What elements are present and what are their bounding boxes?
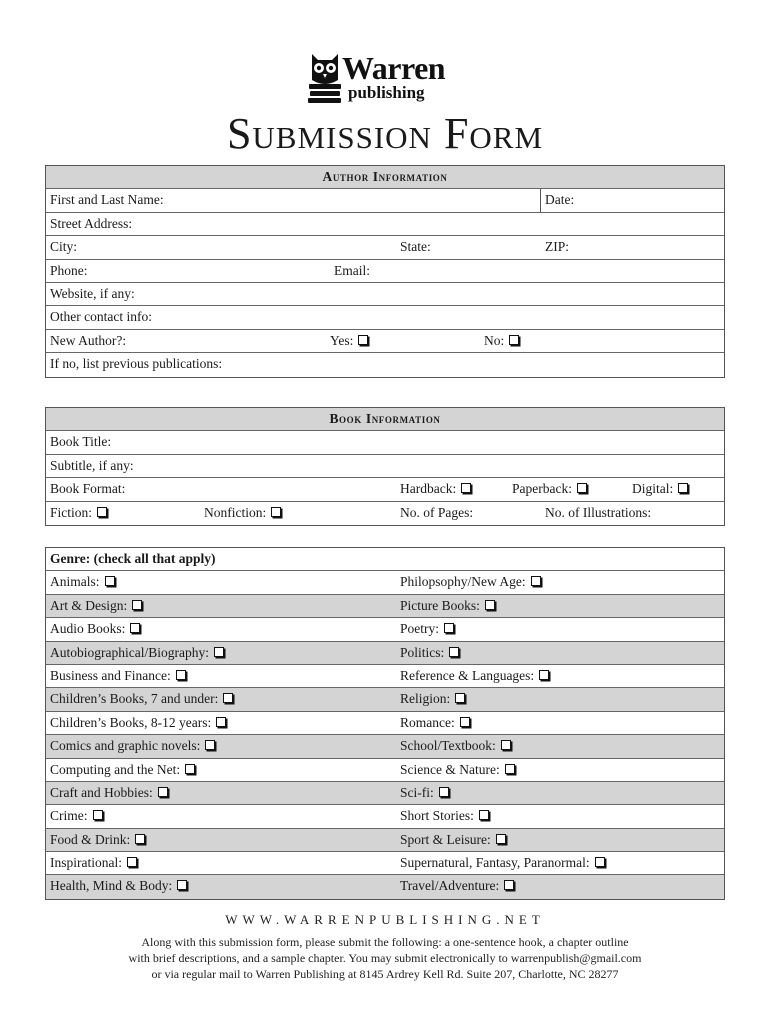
genre-row bbox=[46, 595, 724, 618]
genre-checkbox[interactable] bbox=[93, 810, 103, 820]
fiction-label: Fiction: bbox=[50, 504, 93, 520]
nonfiction-option bbox=[204, 502, 281, 524]
genre-option bbox=[400, 665, 549, 687]
hardback-checkbox[interactable] bbox=[461, 483, 471, 493]
genre-label: Business and Finance: bbox=[50, 667, 171, 683]
email-label: Email: bbox=[334, 262, 370, 278]
pages-label: No. of Pages: bbox=[400, 504, 474, 520]
book-title-row bbox=[46, 431, 724, 454]
genre-option bbox=[50, 595, 142, 617]
genre-label: Computing and the Net: bbox=[50, 761, 181, 777]
book-title-label: Book Title: bbox=[50, 434, 112, 450]
fiction-row bbox=[46, 502, 724, 525]
other-contact-row bbox=[46, 306, 724, 329]
no-checkbox[interactable] bbox=[509, 335, 519, 345]
book-info-table bbox=[45, 407, 725, 526]
genre-option bbox=[400, 688, 465, 710]
genre-option bbox=[50, 759, 195, 781]
genre-checkbox[interactable] bbox=[158, 787, 168, 797]
other-contact-label: Other contact info: bbox=[50, 309, 152, 325]
genre-checkbox[interactable] bbox=[496, 834, 506, 844]
genre-row bbox=[46, 642, 724, 665]
genre-label: Autobiographical/Biography: bbox=[50, 644, 209, 660]
genre-checkbox[interactable] bbox=[539, 670, 549, 680]
genre-label: Romance: bbox=[400, 714, 455, 730]
fiction-option bbox=[50, 502, 107, 524]
genre-checkbox[interactable] bbox=[479, 810, 489, 820]
genre-option bbox=[50, 805, 103, 827]
genre-label: Animals: bbox=[50, 574, 100, 590]
genre-label: Comics and graphic novels: bbox=[50, 738, 201, 754]
genre-label: Sport & Leisure: bbox=[400, 831, 491, 847]
genre-checkbox[interactable] bbox=[216, 717, 226, 727]
yes-checkbox[interactable] bbox=[358, 335, 368, 345]
paperback-label: Paperback: bbox=[512, 481, 572, 497]
genre-label: Health, Mind & Body: bbox=[50, 878, 173, 894]
genre-label: Politics: bbox=[400, 644, 445, 660]
genre-label: Children’s Books, 8-12 years: bbox=[50, 714, 212, 730]
author-info-heading: Author Information bbox=[46, 166, 724, 189]
genre-checkbox[interactable] bbox=[132, 600, 142, 610]
genre-option bbox=[400, 642, 459, 664]
website-label: Website, if any: bbox=[50, 285, 135, 301]
genre-option bbox=[400, 829, 506, 851]
genre-option bbox=[50, 571, 115, 593]
genre-row bbox=[46, 665, 724, 688]
genre-label: Sci-fi: bbox=[400, 784, 434, 800]
genre-row bbox=[46, 759, 724, 782]
genre-label: Poetry: bbox=[400, 621, 439, 637]
genre-row bbox=[46, 829, 724, 852]
footer-instructions bbox=[80, 934, 690, 982]
genre-checkbox[interactable] bbox=[223, 693, 233, 703]
genre-checkbox[interactable] bbox=[205, 740, 215, 750]
genre-option bbox=[50, 852, 137, 874]
genre-option bbox=[50, 875, 187, 897]
no-option bbox=[484, 330, 519, 352]
genre-checkbox[interactable] bbox=[105, 576, 115, 586]
genre-row bbox=[46, 782, 724, 805]
genre-checkbox[interactable] bbox=[185, 764, 195, 774]
genre-option bbox=[50, 829, 145, 851]
divider bbox=[540, 189, 541, 211]
prev-pubs-label: If no, list previous publications: bbox=[50, 356, 223, 372]
logo-brand: Warren bbox=[342, 50, 446, 86]
owl-on-books-icon bbox=[306, 50, 344, 106]
website-row bbox=[46, 283, 724, 306]
genre-checkbox[interactable] bbox=[505, 764, 515, 774]
genre-option bbox=[50, 618, 140, 640]
genre-label: Picture Books: bbox=[400, 597, 480, 613]
genre-label: Short Stories: bbox=[400, 808, 474, 824]
yes-label: Yes: bbox=[330, 332, 354, 348]
digital-option bbox=[632, 478, 688, 500]
genre-option bbox=[400, 618, 454, 640]
genre-row bbox=[46, 735, 724, 758]
genre-label: Crime: bbox=[50, 808, 88, 824]
genre-row bbox=[46, 852, 724, 875]
genre-option bbox=[50, 782, 168, 804]
genre-heading bbox=[46, 548, 724, 571]
city-row bbox=[46, 236, 724, 259]
genre-checkbox[interactable] bbox=[439, 787, 449, 797]
state-label: State: bbox=[400, 239, 431, 255]
genre-checkbox[interactable] bbox=[127, 857, 137, 867]
new-author-label: New Author?: bbox=[50, 332, 127, 348]
genre-checkbox[interactable] bbox=[449, 647, 459, 657]
genre-checkbox[interactable] bbox=[504, 880, 514, 890]
hardback-label: Hardback: bbox=[400, 481, 457, 497]
subtitle-row bbox=[46, 455, 724, 478]
genre-checkbox[interactable] bbox=[460, 717, 470, 727]
book-info-heading: Book Information bbox=[46, 408, 724, 431]
genre-row bbox=[46, 712, 724, 735]
genre-checkbox[interactable] bbox=[531, 576, 541, 586]
genre-option bbox=[400, 759, 515, 781]
format-label: Book Format: bbox=[50, 481, 126, 497]
nonfiction-label: Nonfiction: bbox=[204, 504, 267, 520]
format-row bbox=[46, 478, 724, 501]
illustrations-label: No. of Illustrations: bbox=[545, 504, 652, 520]
subtitle-label: Subtitle, if any: bbox=[50, 457, 134, 473]
genre-row bbox=[46, 875, 724, 898]
genre-option bbox=[400, 805, 489, 827]
genre-checkbox[interactable] bbox=[595, 857, 605, 867]
genre-option bbox=[50, 665, 186, 687]
genre-label: Craft and Hobbies: bbox=[50, 784, 153, 800]
genre-option bbox=[400, 735, 511, 757]
no-label: No: bbox=[484, 332, 505, 348]
genre-label: Travel/Adventure: bbox=[400, 878, 500, 894]
name-row bbox=[46, 189, 724, 212]
date-label: Date: bbox=[545, 192, 575, 208]
genre-label: School/Textbook: bbox=[400, 738, 496, 754]
hardback-option bbox=[400, 478, 471, 500]
yes-option bbox=[330, 330, 368, 352]
genre-checkbox[interactable] bbox=[485, 600, 495, 610]
footer-line-1: Along with this submission form, please submit the following: a one-sentence hook, a chapter outline bbox=[141, 935, 629, 949]
genre-option bbox=[400, 595, 495, 617]
city-label: City: bbox=[50, 239, 78, 255]
genre-option bbox=[400, 852, 605, 874]
genre-label: Science & Nature: bbox=[400, 761, 500, 777]
genre-option bbox=[400, 782, 449, 804]
genre-checkbox[interactable] bbox=[130, 623, 140, 633]
genre-checkbox[interactable] bbox=[444, 623, 454, 633]
genre-label: Reference & Languages: bbox=[400, 667, 535, 683]
genre-heading-label: Genre: (check all that apply) bbox=[50, 551, 216, 566]
genre-label: Supernatural, Fantasy, Paranormal: bbox=[400, 855, 590, 871]
zip-label: ZIP: bbox=[545, 239, 570, 255]
genre-checkbox[interactable] bbox=[177, 880, 187, 890]
genre-label: Religion: bbox=[400, 691, 451, 707]
genre-checkbox[interactable] bbox=[501, 740, 511, 750]
digital-label: Digital: bbox=[632, 481, 674, 497]
logo-sub: publishing bbox=[348, 83, 425, 102]
genre-checkbox[interactable] bbox=[176, 670, 186, 680]
genre-checkbox[interactable] bbox=[135, 834, 145, 844]
author-info-table bbox=[45, 165, 725, 378]
genre-option bbox=[400, 571, 541, 593]
genre-option bbox=[400, 712, 470, 734]
phone-row bbox=[46, 260, 724, 283]
nonfiction-checkbox[interactable] bbox=[271, 507, 281, 517]
genre-option bbox=[50, 688, 233, 710]
genre-label: Art & Design: bbox=[50, 597, 128, 613]
genre-label: Philopsophy/New Age: bbox=[400, 574, 526, 590]
prev-pubs-row bbox=[46, 353, 724, 376]
genre-option bbox=[50, 642, 224, 664]
new-author-row bbox=[46, 330, 724, 353]
name-label: First and Last Name: bbox=[50, 192, 164, 208]
genre-row bbox=[46, 618, 724, 641]
street-row bbox=[46, 213, 724, 236]
paperback-option bbox=[512, 478, 587, 500]
genre-label: Audio Books: bbox=[50, 621, 126, 637]
genre-rows bbox=[46, 571, 724, 898]
phone-label: Phone: bbox=[50, 262, 88, 278]
publisher-logo bbox=[306, 50, 466, 110]
genre-label: Children’s Books, 7 and under: bbox=[50, 691, 219, 707]
fiction-checkbox[interactable] bbox=[97, 507, 107, 517]
footer-line-3: or via regular mail to Warren Publishing at 8145 Ardrey Kell Rd. Suite 207, Charlotte, NC 28277 bbox=[151, 967, 619, 981]
paperback-checkbox[interactable] bbox=[577, 483, 587, 493]
genre-row bbox=[46, 571, 724, 594]
website-url[interactable]: WWW.WARRENPUBLISHING.NET bbox=[225, 912, 545, 927]
street-label: Street Address: bbox=[50, 215, 133, 231]
genre-label: Food & Drink: bbox=[50, 831, 131, 847]
genre-table bbox=[45, 547, 725, 900]
genre-option bbox=[400, 875, 514, 897]
genre-row bbox=[46, 805, 724, 828]
footer-line-2: with brief descriptions, and a sample chapter. You may submit electronically to warrenpublish@gmail.com bbox=[128, 951, 642, 965]
genre-option bbox=[50, 735, 215, 757]
genre-option bbox=[50, 712, 226, 734]
genre-label: Inspirational: bbox=[50, 855, 122, 871]
digital-checkbox[interactable] bbox=[678, 483, 688, 493]
page-title: Submission Form bbox=[226, 109, 544, 158]
genre-checkbox[interactable] bbox=[214, 647, 224, 657]
genre-checkbox[interactable] bbox=[455, 693, 465, 703]
genre-row bbox=[46, 688, 724, 711]
